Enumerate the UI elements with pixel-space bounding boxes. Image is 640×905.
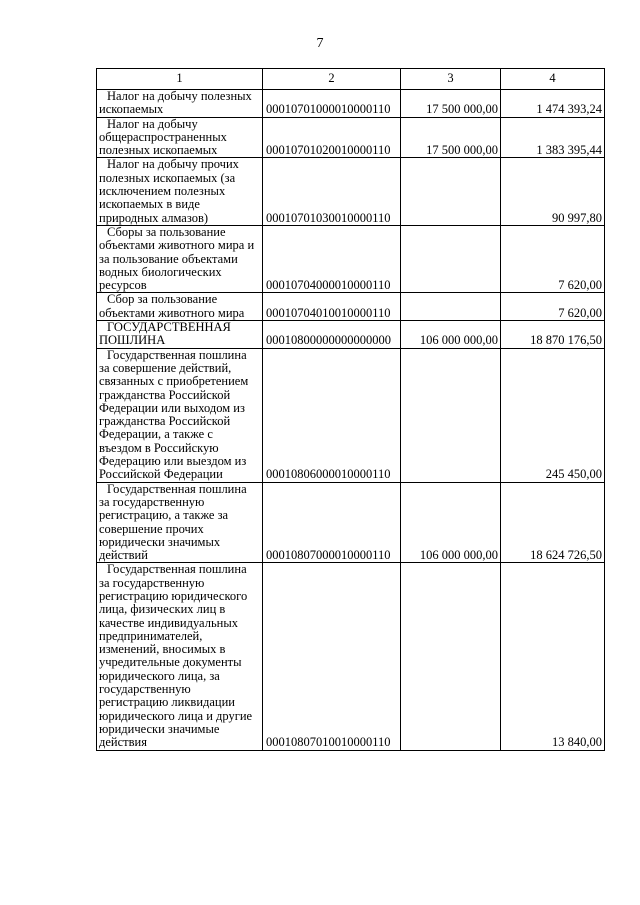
row-name-cell: [97, 293, 263, 321]
row-name-line: Налог на добычу полезных: [107, 89, 252, 103]
budget-code-cell: 00010807000010000110: [263, 482, 401, 563]
table-row: [97, 482, 605, 563]
plan-amount-cell: 106 000 000,00: [401, 321, 501, 349]
row-name-line: Федерации, а также с: [99, 427, 213, 442]
row-name-line: за государственную: [99, 575, 205, 590]
row-name-cell: [97, 482, 263, 563]
actual-amount-cell: 245 450,00: [501, 348, 605, 482]
column-header: 3: [401, 69, 501, 90]
row-name-line: водных биологических: [99, 264, 222, 279]
table-row: [97, 90, 605, 118]
row-name-line: полезных ископаемых: [99, 143, 218, 158]
row-name-cell: [97, 90, 263, 118]
row-name-line: гражданства Российской: [99, 387, 231, 402]
row-name-line: совершение прочих: [99, 521, 204, 536]
row-name-line: государственную: [99, 682, 191, 697]
row-name-line: за государственную: [99, 494, 205, 509]
row-name-line: ископаемых: [99, 102, 164, 117]
budget-code-cell: 00010806000010000110: [263, 348, 401, 482]
row-name-line: Сборы за пользование: [107, 225, 226, 239]
row-name-line: гражданства Российской: [99, 414, 231, 429]
actual-amount-cell: 7 620,00: [501, 293, 605, 321]
row-name-line: юридически значимые: [99, 721, 220, 736]
row-name-line: регистрацию юридического: [99, 588, 248, 603]
actual-amount-cell: 13 840,00: [501, 563, 605, 750]
row-name-line: предпринимателей,: [99, 628, 203, 643]
row-name-line: ископаемых в виде: [99, 197, 200, 212]
row-name-line: полезных ископаемых (за: [99, 170, 236, 185]
actual-amount-cell: 90 997,80: [501, 158, 605, 225]
row-name-line: Российской Федерации: [99, 467, 223, 482]
plan-amount-cell: [401, 563, 501, 750]
row-name-line: юридического лица, за: [99, 668, 220, 683]
column-header: 2: [263, 69, 401, 90]
actual-amount-cell: 7 620,00: [501, 225, 605, 292]
row-name-line: юридически значимых: [99, 534, 221, 549]
plan-amount-cell: [401, 225, 501, 292]
budget-code-cell: 00010701030010000110: [263, 158, 401, 225]
row-name-line: ПОШЛИНА: [99, 333, 166, 348]
actual-amount-cell: 1 383 395,44: [501, 117, 605, 158]
row-name-line: ГОСУДАРСТВЕННАЯ: [107, 320, 231, 335]
row-name-line: Государственная пошлина: [107, 482, 247, 496]
row-name-line: объектами животного мира и: [99, 238, 255, 253]
budget-code-cell: 00010704000010000110: [263, 225, 401, 292]
row-name-line: Федерации или выходом из: [99, 400, 245, 415]
row-name-line: ресурсов: [99, 278, 147, 293]
budget-code-cell: 00010800000000000000: [263, 321, 401, 349]
row-name-line: за совершение действий,: [99, 360, 232, 375]
row-name-cell: [97, 225, 263, 292]
table-row: [97, 158, 605, 225]
row-name-line: исключением полезных: [99, 184, 226, 199]
actual-amount-cell: 18 624 726,50: [501, 482, 605, 563]
revenue-table: [96, 68, 605, 751]
row-name-line: объектами животного мира: [99, 305, 245, 320]
table-row: [97, 563, 605, 750]
plan-amount-cell: 17 500 000,00: [401, 90, 501, 118]
row-name-line: регистрацию ликвидации: [99, 695, 235, 710]
row-name-line: лица, физических лиц в: [99, 602, 226, 617]
plan-amount-cell: [401, 293, 501, 321]
table-header-row: [97, 69, 605, 90]
row-name-line: Сбор за пользование: [107, 292, 218, 307]
budget-code-cell: 00010807010010000110: [263, 563, 401, 750]
row-name-line: Государственная пошлина: [107, 562, 247, 577]
row-name-line: действий: [99, 548, 148, 563]
row-name-line: Государственная пошлина: [107, 348, 247, 362]
table-row: [97, 293, 605, 321]
row-name-line: учредительные документы: [99, 655, 242, 670]
plan-amount-cell: [401, 348, 501, 482]
actual-amount-cell: 1 474 393,24: [501, 90, 605, 118]
row-name-cell: [97, 348, 263, 482]
row-name-line: регистрацию, а также за: [99, 508, 229, 523]
actual-amount-cell: 18 870 176,50: [501, 321, 605, 349]
row-name-line: Федерацию или выездом из: [99, 454, 247, 469]
table-row: [97, 321, 605, 349]
table-row: [97, 225, 605, 292]
row-name-line: въездом в Российскую: [99, 440, 219, 455]
budget-code-cell: 00010701000010000110: [263, 90, 401, 118]
row-name-line: общераспространенных: [99, 129, 227, 144]
column-header: 4: [501, 69, 605, 90]
row-name-line: Налог на добычу: [107, 117, 198, 131]
row-name-cell: [97, 158, 263, 225]
row-name-line: действия: [99, 735, 147, 750]
row-name-cell: [97, 117, 263, 158]
row-name-line: природных алмазов): [99, 210, 209, 225]
row-name-line: юридического лица и другие: [99, 708, 253, 723]
page-number: 7: [316, 36, 324, 51]
plan-amount-cell: 17 500 000,00: [401, 117, 501, 158]
row-name-line: качестве индивидуальных: [99, 615, 238, 630]
row-name-line: за пользование объектами: [99, 251, 238, 266]
budget-code-cell: 00010701020010000110: [263, 117, 401, 158]
row-name-line: изменений, вносимых в: [99, 642, 226, 657]
row-name-cell: [97, 563, 263, 750]
column-header: 1: [97, 69, 263, 90]
row-name-line: связанных с приобретением: [99, 374, 249, 389]
budget-code-cell: 00010704010010000110: [263, 293, 401, 321]
row-name-cell: [97, 321, 263, 349]
table-row: [97, 117, 605, 158]
plan-amount-cell: 106 000 000,00: [401, 482, 501, 563]
row-name-line: Налог на добычу прочих: [107, 157, 239, 172]
plan-amount-cell: [401, 158, 501, 225]
table-row: [97, 348, 605, 482]
